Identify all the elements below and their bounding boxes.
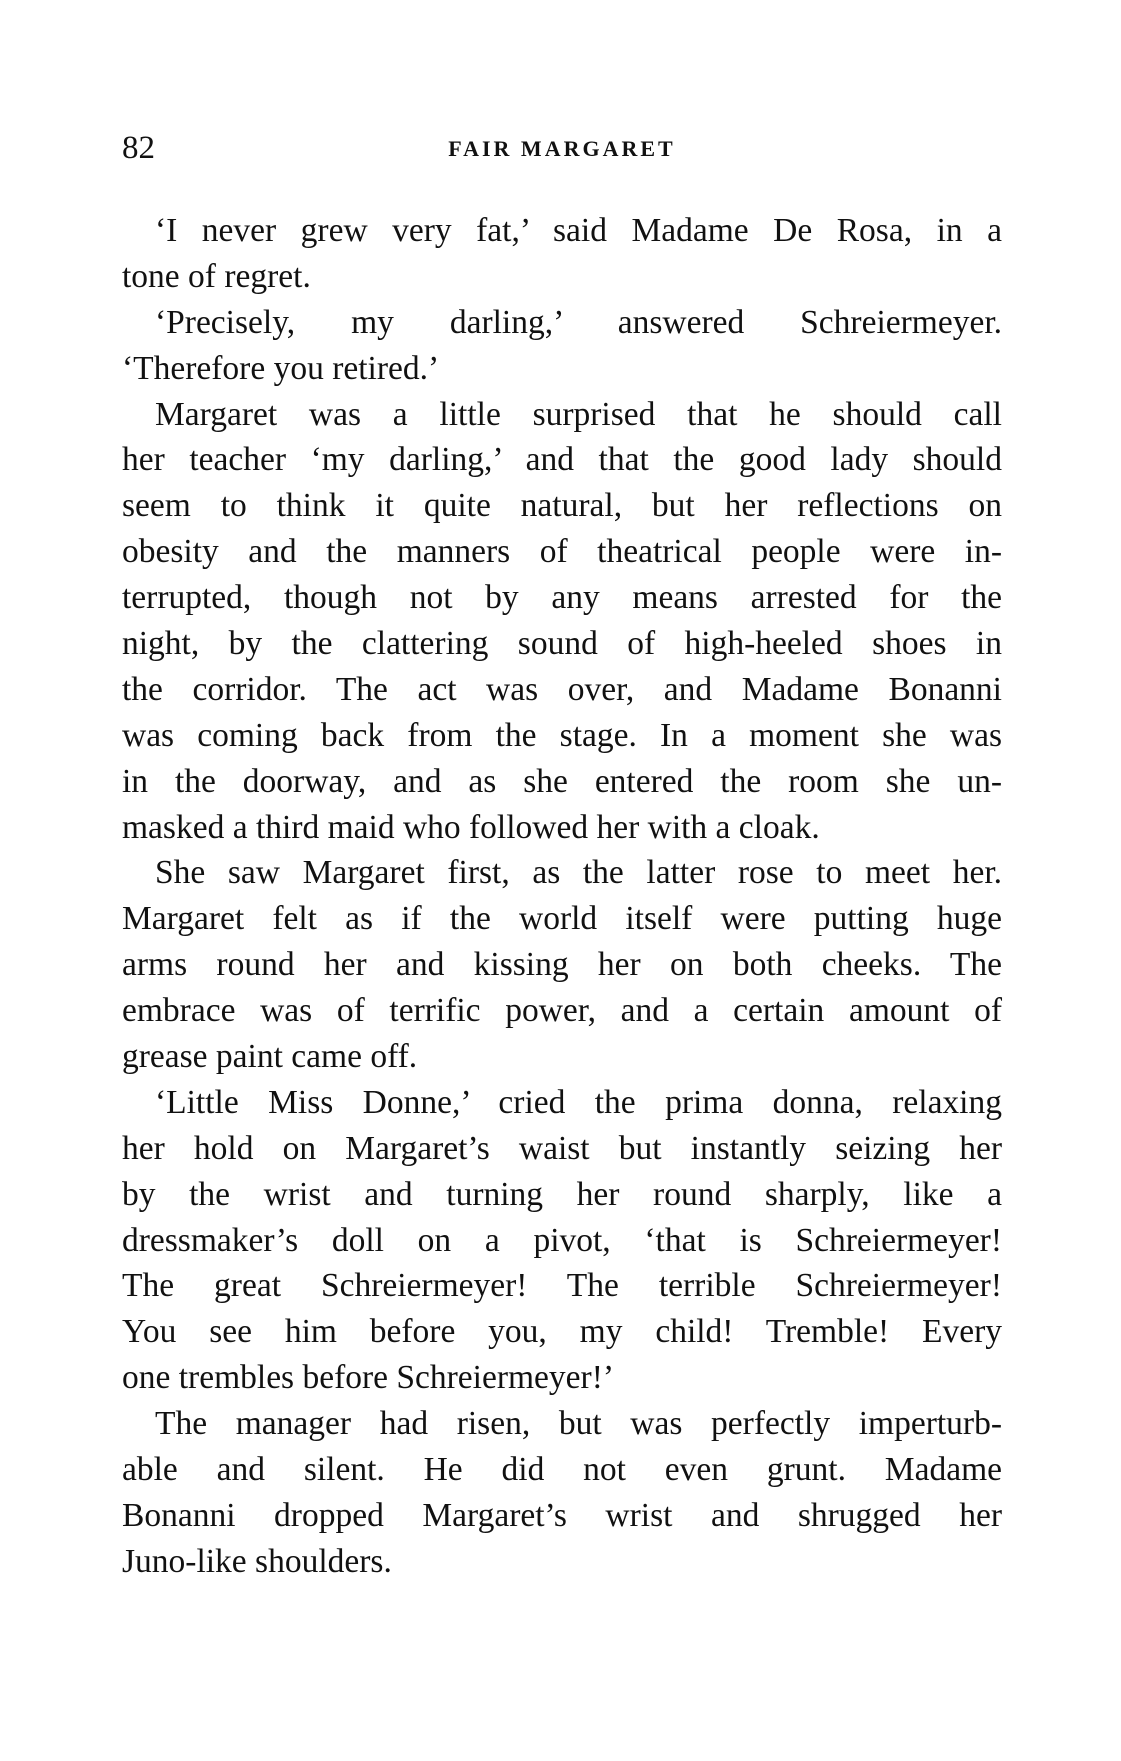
text-line: able and silent. He did not even grunt. Madame [122, 1451, 1002, 1489]
text-line: arms round her and kissing her on both cheeks. The [122, 946, 1002, 984]
text-line: She saw Margaret first, as the latter rose to meet her. [155, 854, 1002, 892]
text-line: The great Schreiermeyer! The terrible Schreiermeyer! [122, 1267, 1002, 1305]
text-line: was coming back from the stage. In a moment she was [122, 716, 1002, 754]
text-line: her teacher ‘my darling,’ and that the good lady should [122, 441, 1002, 479]
text-line: seem to think it quite natural, but her reflections on [122, 487, 1002, 525]
text-line: ‘Therefore you retired.’ [122, 349, 440, 387]
text-line: grease paint came off. [122, 1038, 418, 1076]
text-line: masked a third maid who followed her with a cloak. [122, 808, 820, 846]
text-line: tone of regret. [122, 257, 311, 295]
text-line: Juno-like shoulders. [122, 1542, 392, 1580]
text-line: obesity and the manners of theatrical people were in- [122, 533, 1002, 571]
text-line: You see him before you, my child! Tremble! Every [122, 1313, 1002, 1351]
text-line: embrace was of terrific power, and a certain amount of [122, 992, 1002, 1030]
page-number: 82 [122, 130, 155, 166]
text-line: Bonanni dropped Margaret’s wrist and shrugged her [122, 1496, 1002, 1534]
text-line: in the doorway, and as she entered the room she un- [122, 762, 1002, 800]
text-line: The manager had risen, but was perfectly imperturb- [155, 1405, 1002, 1443]
body-text [122, 208, 1002, 1585]
running-title: FAIR MARGARET [448, 136, 676, 161]
text-line: dressmaker’s doll on a pivot, ‘that is Schreiermeyer! [122, 1221, 1002, 1259]
text-line: Margaret felt as if the world itself were putting huge [122, 900, 1002, 938]
text-line: one trembles before Schreiermeyer!’ [122, 1359, 615, 1397]
text-line: night, by the clattering sound of high-heeled shoes in [122, 625, 1002, 663]
text-line: Margaret was a little surprised that he should call [155, 395, 1002, 433]
text-line: the corridor. The act was over, and Madame Bonanni [122, 670, 1002, 708]
text-line: ‘Precisely, my darling,’ answered Schreiermeyer. [155, 303, 1002, 341]
text-line: by the wrist and turning her round sharply, like a [122, 1175, 1002, 1213]
text-line: terrupted, though not by any means arrested for the [122, 579, 1002, 617]
page-header [122, 128, 1002, 168]
text-line: ‘Little Miss Donne,’ cried the prima donna, relaxing [155, 1083, 1002, 1121]
text-line: her hold on Margaret’s waist but instantly seizing her [122, 1129, 1002, 1167]
text-line: ‘I never grew very fat,’ said Madame De Rosa, in a [155, 212, 1002, 249]
